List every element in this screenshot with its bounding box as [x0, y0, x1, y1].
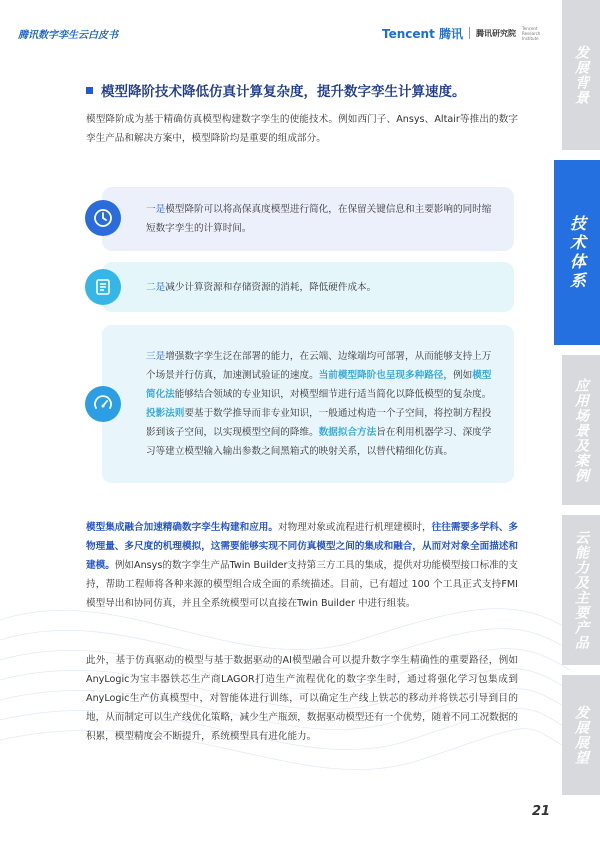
tab-cloud-products[interactable]: 云能力及主要产品: [562, 515, 600, 665]
card-one-text: [146, 200, 500, 238]
integration-lead: 模型集成融合加速精确数字孪生构建和应用。: [86, 522, 279, 533]
integration-paragraph: [86, 518, 518, 613]
logo-institute: 腾讯研究院: [475, 28, 516, 38]
card-three-highlight-3: 投影法则: [146, 408, 185, 419]
card-point-three: [102, 325, 514, 483]
card-three-highlight-1: 当前模型降阶也呈现多种路径，: [318, 370, 453, 381]
section-title-text: 模型降阶技术降低仿真计算复杂度，提升数字孪生计算速度。: [101, 84, 466, 100]
card-three-body-5: 旨在利用机器学习、深度学习等建立模型输入输出参数之间黑箱式的映射关系，以替代精细化仿真。: [146, 427, 492, 457]
card-one-lead: 一是: [146, 204, 166, 215]
card-three-lead: 三是: [146, 351, 166, 362]
ai-fusion-paragraph: 此外，基于仿真驱动的模型与基于数据驱动的AI模型融合可以提升数字孪生精确性的重要路径，例如AnyLogic为宝丰器铁芯生产商LAGOR打造生产流程优化的数字孪生时，通过将强化学习包集成到AnyLogic生产仿真模型中，对智能体进行训练，可以确定生产线上铁芯的移动并将铁芯引导到目的地，从而制定可以生产线优化策略，减少生产瓶颈，数据驱动模型还有一个优势，随着不同工况数据的积累，模型精度会不断提升，系统模型具有进化能力。: [86, 655, 518, 742]
tab-background[interactable]: 发展背景: [562, 0, 600, 150]
card-point-one: [102, 187, 514, 251]
integration-highlight: 往往需要多学科、多物理量、多尺度的机理模拟，这需要能够实现不同仿真模型之间的集成和融合，从而对对象全面描述和建模。: [86, 522, 519, 571]
logo-text: Tencent 腾讯: [382, 26, 463, 41]
tab-outlook[interactable]: 发展展望: [562, 675, 600, 795]
intro-paragraph: 模型降阶成为基于精确仿真模型构建数字孪生的使能技术。例如西门子、Ansys、Altair等推出的数字孪生产品和解决方案中，模型降阶均是重要的组成部分。: [86, 114, 518, 144]
bullet-square-icon: [86, 87, 93, 94]
tab-scenarios[interactable]: 应用场景及案例: [562, 355, 600, 505]
document-icon: [85, 269, 121, 305]
card-two-text: [146, 278, 376, 297]
card-one-body: 模型降阶可以将高保真度模型进行简化，在保留关键信息和主要影响的同时缩短数字孪生的计算时间。: [146, 204, 492, 234]
card-two-lead: 二是: [146, 281, 166, 293]
page-number: 21: [532, 804, 551, 819]
header-title: 腾讯数字孪生云白皮书: [18, 30, 118, 41]
card-three-highlight-2: 模型简化法: [146, 370, 492, 400]
card-two-body: 减少计算资源和存储资源的消耗，降低硬件成本。: [165, 281, 377, 293]
card-point-two: [102, 262, 514, 312]
card-three-highlight-4: 数据拟合方法: [318, 427, 377, 438]
card-three-text: [146, 347, 500, 461]
integration-body-2: 例如Ansys的数字孪生产品Twin Builder支持第三方工具的集成，提供对功能模型接口标准的支持，帮助工程师将各种来源的模型组合成全面的系统描述。目前，已有超过 100 个工具正式支持FMI模型导出和协同仿真，并且全系统模型可以直接在Twin Builder 中进行组装。: [86, 560, 518, 609]
tab-tech-system[interactable]: 技术体系: [554, 160, 600, 345]
card-three-body-3: 能够结合领域的专业知识，对模型细节进行适当简化以降低模型的复杂度。: [174, 389, 492, 400]
card-three-body-4: 要基于数学推导而非专业知识，一般通过构造一个子空间，将控制方程投影到该子空间，以实现模型空间的降维。: [146, 408, 492, 438]
card-three-body-2: 例如: [453, 370, 473, 381]
integration-body-1: 对物理对象或流程进行机理建模时，: [278, 522, 432, 533]
logo-divider: [469, 27, 470, 39]
tencent-logo: [382, 24, 544, 42]
clock-icon: [85, 200, 121, 236]
chapter-tabs: [562, 0, 600, 848]
section-title: [86, 80, 466, 100]
speedometer-icon: [85, 386, 121, 422]
logo-institute-en: Tencent Research Institute: [521, 25, 541, 41]
card-three-body-1: 增强数字孪生泛在部署的能力，在云端、边缘端均可部署，从而能够支持上万个场景并行仿真，加速测试验证的速度。: [146, 351, 492, 381]
